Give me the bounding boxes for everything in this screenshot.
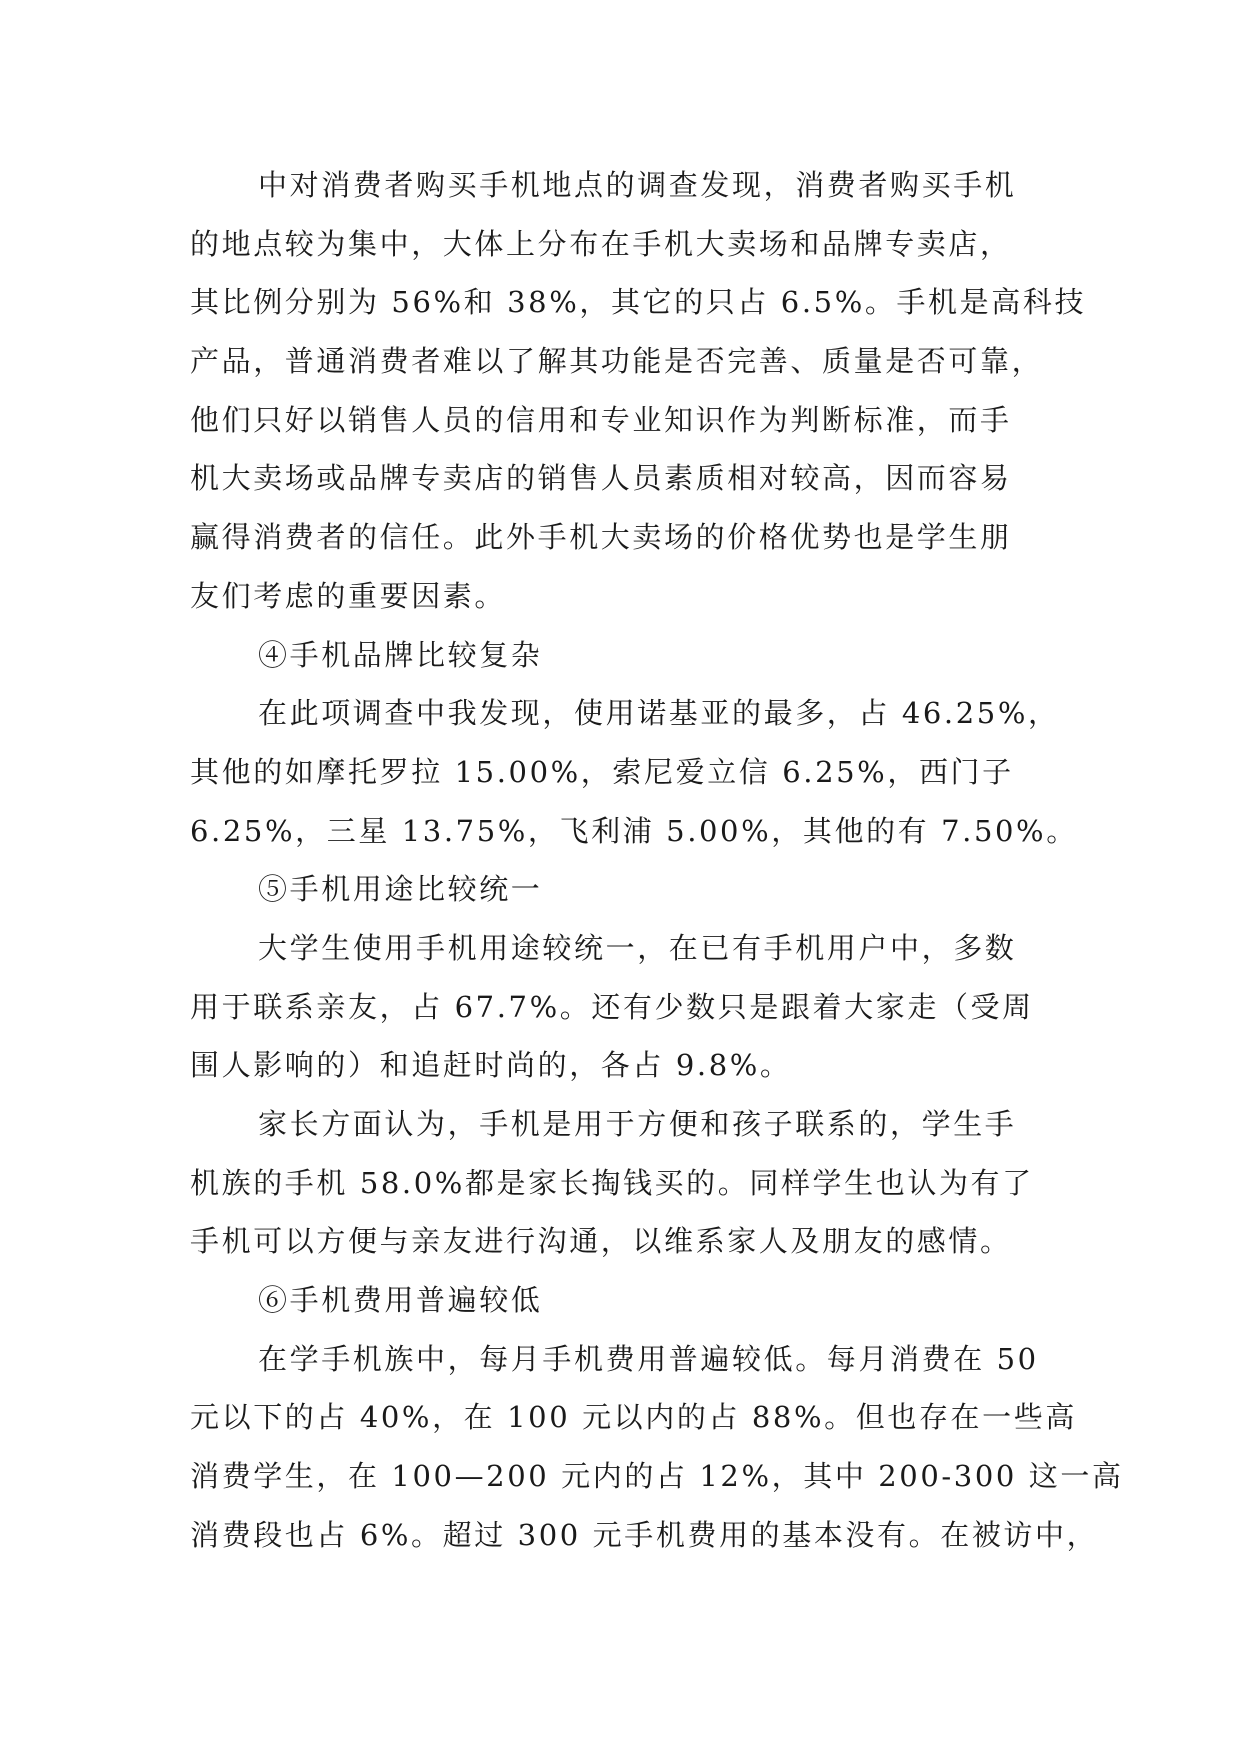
- text-line: 手机可以方便与亲友进行沟通，以维系家人及朋友的感情。: [190, 1224, 1012, 1259]
- text-line: 消费段也占 6%。超过 300 元手机费用的基本没有。在被访中，: [190, 1517, 1099, 1552]
- text-line: 6.25%，三星 13.75%，飞利浦 5.00%，其他的有 7.50%。: [190, 813, 1078, 848]
- text-line: 在学手机族中，每月手机费用普遍较低。每月消费在 50: [258, 1341, 1039, 1376]
- section-heading: ④手机品牌比较复杂: [258, 637, 543, 672]
- text-line: 机大卖场或品牌专卖店的销售人员素质相对较高，因而容易: [190, 461, 1012, 496]
- text-line: 机族的手机 58.0%都是家长掏钱买的。同样学生也认为有了: [190, 1165, 1034, 1200]
- section-heading: ⑥手机费用普遍较低: [258, 1283, 543, 1318]
- text-line: 其他的如摩托罗拉 15.00%，索尼爱立信 6.25%，西门子: [190, 754, 1014, 789]
- text-line: 元以下的占 40%，在 100 元以内的占 88%。但也存在一些高: [190, 1400, 1077, 1435]
- text-line: 围人影响的）和追赶时尚的，各占 9.8%。: [190, 1048, 792, 1083]
- text-line: 大学生使用手机用途较统一，在已有手机用户中，多数: [258, 930, 1017, 965]
- text-line: 消费学生，在 100—200 元内的占 12%，其中 200-300 这一高: [190, 1459, 1124, 1494]
- text-line: 在此项调查中我发现，使用诺基亚的最多，占 46.25%，: [258, 696, 1060, 731]
- text-line: 友们考虑的重要因素。: [190, 578, 507, 613]
- text-line: 产品，普通消费者难以了解其功能是否完善、质量是否可靠，: [190, 344, 1044, 379]
- text-line: 他们只好以销售人员的信用和专业知识作为判断标准，而手: [190, 402, 1012, 437]
- section-heading: ⑤手机用途比较统一: [258, 872, 543, 907]
- text-line: 中对消费者购买手机地点的调查发现，消费者购买手机: [258, 168, 1017, 202]
- body-text: [190, 156, 1124, 1565]
- text-line: 家长方面认为，手机是用于方便和孩子联系的，学生手: [258, 1107, 1017, 1141]
- text-line: 赢得消费者的信任。此外手机大卖场的价格优势也是学生朋: [190, 520, 1012, 555]
- text-line: 的地点较为集中，大体上分布在手机大卖场和品牌专卖店，: [190, 226, 1012, 261]
- text-line: 用于联系亲友，占 67.7%。还有少数只是跟着大家走（受周: [190, 989, 1034, 1024]
- text-line: 其比例分别为 56%和 38%，其它的只占 6.5%。手机是高科技: [190, 285, 1087, 320]
